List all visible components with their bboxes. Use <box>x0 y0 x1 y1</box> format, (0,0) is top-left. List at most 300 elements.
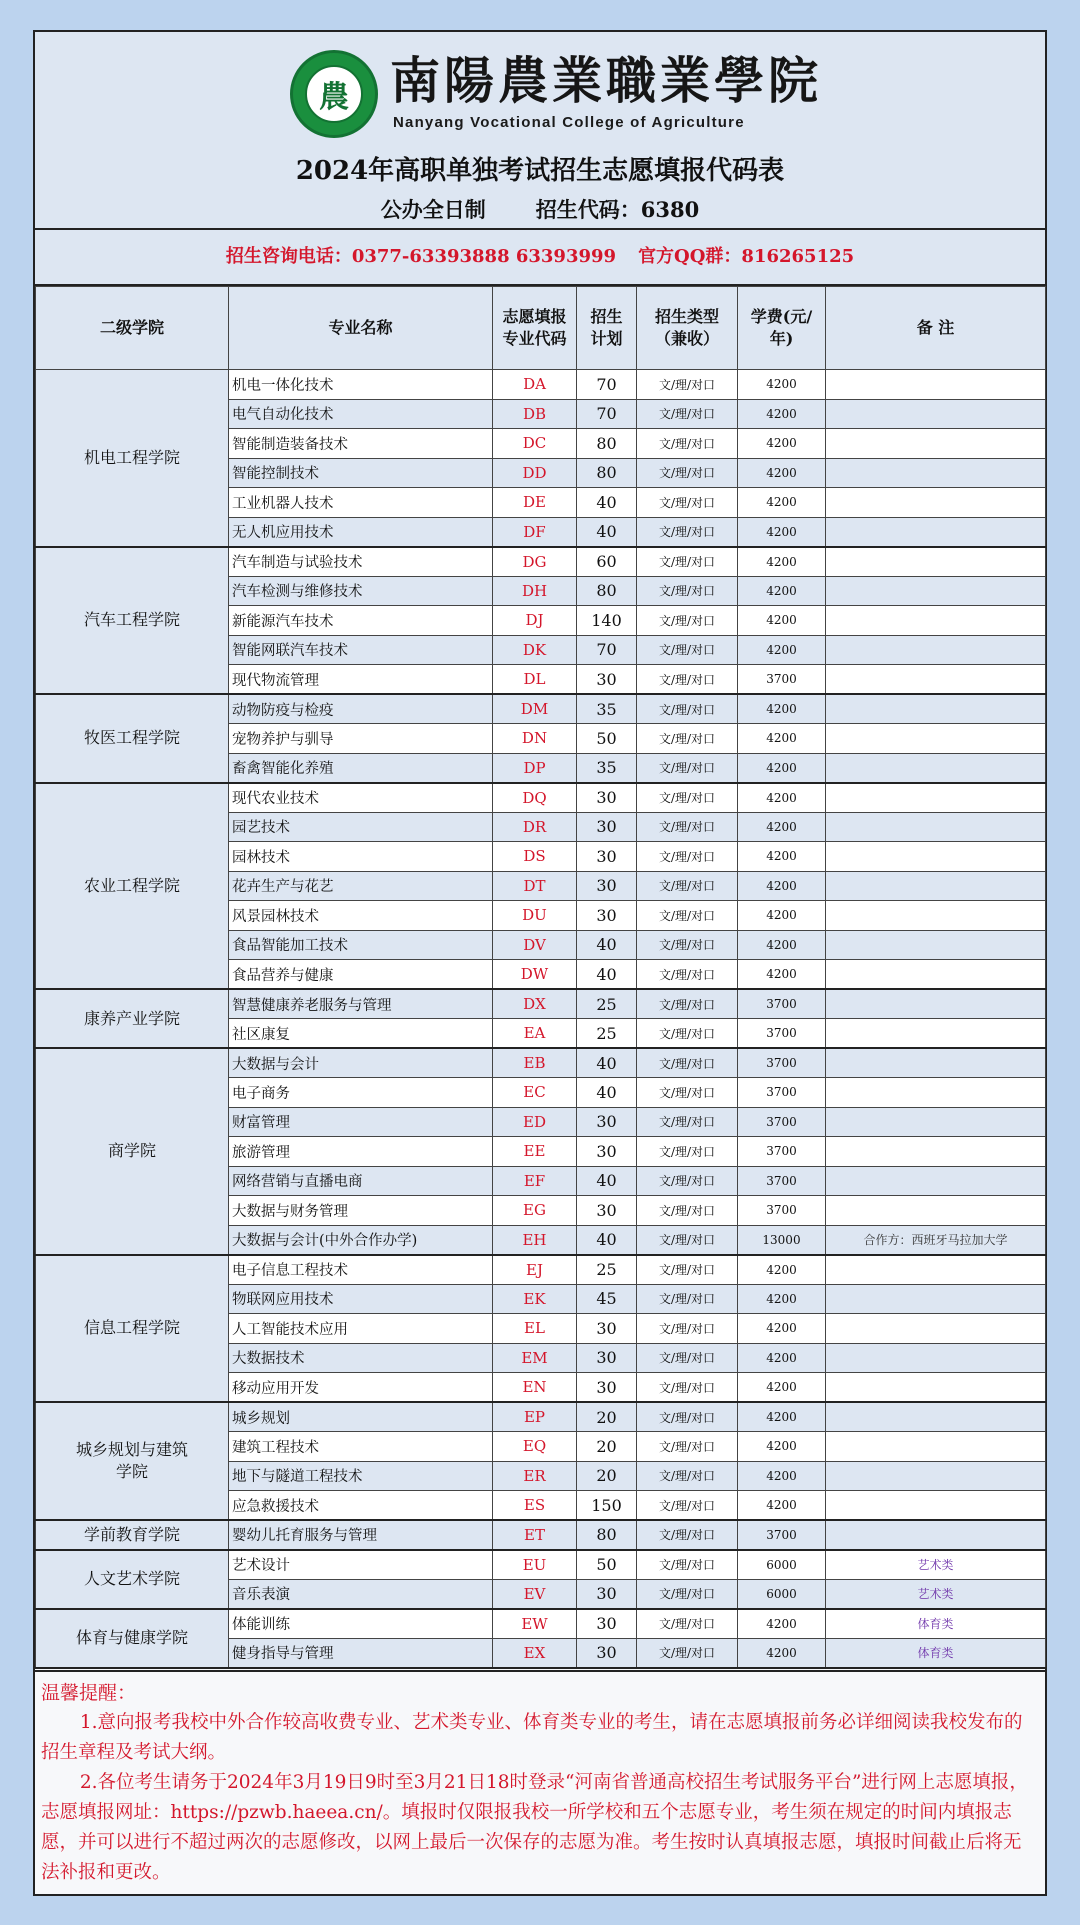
major-cell: 食品营养与健康 <box>229 960 493 990</box>
admission-code-sheet <box>33 30 1047 1896</box>
school-type: 公办全日制 <box>380 197 486 222</box>
note-cell <box>826 458 1046 488</box>
type-cell: 文/理/对口 <box>637 488 738 518</box>
type-cell: 文/理/对口 <box>637 1343 738 1373</box>
code-cell: DU <box>493 901 577 931</box>
code-cell: DA <box>493 370 577 400</box>
col-header-fee <box>738 287 826 370</box>
plan-cell: 20 <box>577 1402 637 1432</box>
college-cell: 城乡规划与建筑学院 <box>36 1402 229 1520</box>
note-cell <box>826 930 1046 960</box>
code-cell: DF <box>493 517 577 547</box>
plan-cell: 30 <box>577 1579 637 1609</box>
type-cell: 文/理/对口 <box>637 1284 738 1314</box>
fee-cell: 6000 <box>738 1550 826 1580</box>
code-cell: EN <box>493 1373 577 1403</box>
type-cell: 文/理/对口 <box>637 576 738 606</box>
notes-item-1: 1.意向报考我校中外合作较高收费专业、艺术类专业、体育类专业的考生，请在志愿填报前务必详细阅读我校发布的招生章程及考试大纲。 <box>41 1712 1023 1763</box>
major-cell: 智慧健康养老服务与管理 <box>229 989 493 1019</box>
fee-cell: 3700 <box>738 1166 826 1196</box>
note-cell <box>826 1255 1046 1285</box>
note-cell: 艺术类 <box>826 1550 1046 1580</box>
type-cell: 文/理/对口 <box>637 547 738 577</box>
major-cell: 大数据与会计 <box>229 1048 493 1078</box>
plan-cell: 40 <box>577 930 637 960</box>
contact-bar <box>35 228 1045 286</box>
code-cell: EA <box>493 1019 577 1049</box>
major-cell: 大数据与财务管理 <box>229 1196 493 1226</box>
note-cell <box>826 842 1046 872</box>
fee-cell: 4200 <box>738 1461 826 1491</box>
code-cell: DK <box>493 635 577 665</box>
code-cell: DG <box>493 547 577 577</box>
college-cell: 机电工程学院 <box>36 370 229 547</box>
type-cell: 文/理/对口 <box>637 458 738 488</box>
note-cell <box>826 1284 1046 1314</box>
major-cell: 智能控制技术 <box>229 458 493 488</box>
plan-cell: 40 <box>577 1048 637 1078</box>
note-cell <box>826 517 1046 547</box>
note-cell <box>826 960 1046 990</box>
table-row <box>36 1520 1046 1550</box>
type-cell: 文/理/对口 <box>637 1107 738 1137</box>
type-cell: 文/理/对口 <box>637 694 738 724</box>
major-cell: 机电一体化技术 <box>229 370 493 400</box>
major-cell: 畜禽智能化养殖 <box>229 753 493 783</box>
fee-cell: 4200 <box>738 694 826 724</box>
fee-cell: 3700 <box>738 1107 826 1137</box>
code-cell: DC <box>493 429 577 459</box>
code-cell: EJ <box>493 1255 577 1285</box>
code-cell: ET <box>493 1520 577 1550</box>
note-cell <box>826 1520 1046 1550</box>
fee-cell: 4200 <box>738 517 826 547</box>
table-body <box>36 370 1046 1668</box>
major-cell: 宠物养护与驯导 <box>229 724 493 754</box>
note-cell <box>826 724 1046 754</box>
reminder-notes <box>35 1670 1045 1894</box>
note-cell <box>826 812 1046 842</box>
note-cell <box>826 1196 1046 1226</box>
type-cell: 文/理/对口 <box>637 665 738 695</box>
code-cell: EW <box>493 1609 577 1639</box>
major-cell: 现代物流管理 <box>229 665 493 695</box>
plan-cell: 30 <box>577 1609 637 1639</box>
plan-cell: 30 <box>577 1314 637 1344</box>
plan-cell: 40 <box>577 488 637 518</box>
type-cell: 文/理/对口 <box>637 635 738 665</box>
major-cell: 汽车制造与试验技术 <box>229 547 493 577</box>
fee-cell: 4200 <box>738 783 826 813</box>
table-row <box>36 1048 1046 1078</box>
type-cell: 文/理/对口 <box>637 1137 738 1167</box>
fee-cell: 4200 <box>738 547 826 577</box>
fee-cell: 3700 <box>738 1520 826 1550</box>
plan-cell: 30 <box>577 1196 637 1226</box>
major-cell: 风景园林技术 <box>229 901 493 931</box>
type-cell: 文/理/对口 <box>637 842 738 872</box>
major-cell: 城乡规划 <box>229 1402 493 1432</box>
college-cell: 信息工程学院 <box>36 1255 229 1403</box>
fee-cell: 4200 <box>738 960 826 990</box>
plan-cell: 25 <box>577 1019 637 1049</box>
table-row <box>36 783 1046 813</box>
plan-cell: 30 <box>577 871 637 901</box>
plan-cell: 50 <box>577 1550 637 1580</box>
plan-cell: 80 <box>577 458 637 488</box>
fee-cell: 4200 <box>738 871 826 901</box>
code-cell: EB <box>493 1048 577 1078</box>
code-cell: EQ <box>493 1432 577 1462</box>
type-cell: 文/理/对口 <box>637 1638 738 1668</box>
major-cell: 工业机器人技术 <box>229 488 493 518</box>
contact-qq: 官方QQ群：816265125 <box>638 246 855 267</box>
note-cell <box>826 871 1046 901</box>
plan-cell: 25 <box>577 1255 637 1285</box>
type-cell: 文/理/对口 <box>637 1461 738 1491</box>
major-cell: 地下与隧道工程技术 <box>229 1461 493 1491</box>
college-name-en: Nanyang Vocational College of Agriculture <box>393 114 745 131</box>
note-cell <box>826 1343 1046 1373</box>
page-title: 2024年高职单独考试招生志愿填报代码表 <box>295 156 785 186</box>
type-cell: 文/理/对口 <box>637 901 738 931</box>
plan-cell: 70 <box>577 399 637 429</box>
plan-cell: 80 <box>577 1520 637 1550</box>
fee-cell: 3700 <box>738 665 826 695</box>
plan-cell: 30 <box>577 1107 637 1137</box>
plan-cell: 60 <box>577 547 637 577</box>
plan-cell: 80 <box>577 429 637 459</box>
fee-cell: 13000 <box>738 1225 826 1255</box>
fee-cell: 4200 <box>738 429 826 459</box>
col-header-code-text: 志愿填报专业代码 <box>502 307 567 348</box>
code-cell: EV <box>493 1579 577 1609</box>
note-cell <box>826 635 1046 665</box>
major-cell: 艺术设计 <box>229 1550 493 1580</box>
college-cell: 牧医工程学院 <box>36 694 229 783</box>
college-cell: 商学院 <box>36 1048 229 1255</box>
note-cell <box>826 1461 1046 1491</box>
type-cell: 文/理/对口 <box>637 606 738 636</box>
major-cell: 智能网联汽车技术 <box>229 635 493 665</box>
fee-cell: 4200 <box>738 370 826 400</box>
fee-cell: 4200 <box>738 753 826 783</box>
code-cell: ED <box>493 1107 577 1137</box>
major-cell: 物联网应用技术 <box>229 1284 493 1314</box>
note-cell: 体育类 <box>826 1638 1046 1668</box>
plan-cell: 150 <box>577 1491 637 1521</box>
major-cell: 旅游管理 <box>229 1137 493 1167</box>
college-cell: 人文艺术学院 <box>36 1550 229 1609</box>
fee-cell: 4200 <box>738 635 826 665</box>
note-cell <box>826 753 1046 783</box>
plan-cell: 40 <box>577 1225 637 1255</box>
type-cell: 文/理/对口 <box>637 1491 738 1521</box>
fee-cell: 4200 <box>738 458 826 488</box>
college-cell: 学前教育学院 <box>36 1520 229 1550</box>
table-row <box>36 547 1046 577</box>
major-cell: 应急救援技术 <box>229 1491 493 1521</box>
note-cell <box>826 665 1046 695</box>
code-cell: DE <box>493 488 577 518</box>
code-cell: DD <box>493 458 577 488</box>
fee-cell: 4200 <box>738 812 826 842</box>
plan-cell: 30 <box>577 901 637 931</box>
type-cell: 文/理/对口 <box>637 1609 738 1639</box>
seal-glyph: 農 <box>305 65 363 123</box>
major-cell: 移动应用开发 <box>229 1373 493 1403</box>
fee-cell: 3700 <box>738 989 826 1019</box>
fee-cell: 4200 <box>738 488 826 518</box>
note-cell <box>826 1166 1046 1196</box>
code-cell: EC <box>493 1078 577 1108</box>
type-cell: 文/理/对口 <box>637 1166 738 1196</box>
plan-cell: 30 <box>577 1137 637 1167</box>
col-header-fee-text: 学费(元/年) <box>750 307 813 348</box>
major-cell: 婴幼儿托育服务与管理 <box>229 1520 493 1550</box>
fee-cell: 4200 <box>738 1314 826 1344</box>
plan-cell: 35 <box>577 694 637 724</box>
type-cell: 文/理/对口 <box>637 930 738 960</box>
table-row <box>36 1550 1046 1580</box>
type-cell: 文/理/对口 <box>637 1550 738 1580</box>
major-cell: 健身指导与管理 <box>229 1638 493 1668</box>
plan-cell: 20 <box>577 1432 637 1462</box>
note-cell <box>826 429 1046 459</box>
fee-cell: 4200 <box>738 1638 826 1668</box>
college-cell: 康养产业学院 <box>36 989 229 1048</box>
note-cell <box>826 399 1046 429</box>
type-cell: 文/理/对口 <box>637 1314 738 1344</box>
col-header-type-text: 招生类型（兼收） <box>654 307 719 348</box>
major-cell: 花卉生产与花艺 <box>229 871 493 901</box>
note-cell: 合作方：西班牙马拉加大学 <box>826 1225 1046 1255</box>
type-cell: 文/理/对口 <box>637 724 738 754</box>
note-cell: 体育类 <box>826 1609 1046 1639</box>
fee-cell: 3700 <box>738 1048 826 1078</box>
plan-cell: 30 <box>577 1638 637 1668</box>
fee-cell: 3700 <box>738 1019 826 1049</box>
major-cell: 建筑工程技术 <box>229 1432 493 1462</box>
code-cell: DP <box>493 753 577 783</box>
col-header-college: 二级学院 <box>36 287 229 370</box>
type-cell: 文/理/对口 <box>637 1579 738 1609</box>
code-cell: EM <box>493 1343 577 1373</box>
table-row <box>36 989 1046 1019</box>
major-cell: 电气自动化技术 <box>229 399 493 429</box>
table-row <box>36 1255 1046 1285</box>
type-cell: 文/理/对口 <box>637 1373 738 1403</box>
code-cell: DS <box>493 842 577 872</box>
code-cell: EF <box>493 1166 577 1196</box>
fee-cell: 4200 <box>738 842 826 872</box>
plan-cell: 30 <box>577 842 637 872</box>
fee-cell: 4200 <box>738 1609 826 1639</box>
type-cell: 文/理/对口 <box>637 1520 738 1550</box>
fee-cell: 4200 <box>738 1343 826 1373</box>
type-cell: 文/理/对口 <box>637 1078 738 1108</box>
code-cell: DL <box>493 665 577 695</box>
fee-cell: 6000 <box>738 1579 826 1609</box>
major-cell: 新能源汽车技术 <box>229 606 493 636</box>
fee-cell: 3700 <box>738 1196 826 1226</box>
notes-item-2: 2.各位考生请务于2024年3月19日9时至3月21日18时登录“河南省普通高校招生考试服务平台”进行网上志愿填报，志愿填报网址：https://pzwb.haeea.cn/。填报时仅限报我校一所学校和五个志愿专业，考生须在规定的时间内填报志愿，并可以进行不超过两次的志愿修改，以网上最后一次保存的志愿为准。考生按时认真填报志愿，填报时间截止后将无法补报和更改。 <box>41 1772 1028 1883</box>
major-cell: 人工智能技术应用 <box>229 1314 493 1344</box>
fee-cell: 4200 <box>738 1491 826 1521</box>
type-cell: 文/理/对口 <box>637 1432 738 1462</box>
college-name-cn: 南陽農業職業學院 <box>390 51 822 110</box>
note-cell <box>826 1491 1046 1521</box>
major-cell: 社区康复 <box>229 1019 493 1049</box>
plan-cell: 35 <box>577 753 637 783</box>
code-cell: EK <box>493 1284 577 1314</box>
major-cell: 大数据技术 <box>229 1343 493 1373</box>
college-logo <box>290 48 822 148</box>
code-cell: DW <box>493 960 577 990</box>
table-header-row <box>36 287 1046 370</box>
code-cell: EU <box>493 1550 577 1580</box>
fee-cell: 4200 <box>738 606 826 636</box>
major-cell: 动物防疫与检疫 <box>229 694 493 724</box>
plan-cell: 45 <box>577 1284 637 1314</box>
major-cell: 智能制造装备技术 <box>229 429 493 459</box>
plan-cell: 80 <box>577 576 637 606</box>
note-cell <box>826 1107 1046 1137</box>
plan-cell: 20 <box>577 1461 637 1491</box>
plan-cell: 140 <box>577 606 637 636</box>
type-cell: 文/理/对口 <box>637 1255 738 1285</box>
fee-cell: 4200 <box>738 1402 826 1432</box>
code-cell: DM <box>493 694 577 724</box>
major-cell: 园艺技术 <box>229 812 493 842</box>
type-cell: 文/理/对口 <box>637 871 738 901</box>
note-cell <box>826 1019 1046 1049</box>
code-cell: EP <box>493 1402 577 1432</box>
fee-cell: 4200 <box>738 576 826 606</box>
plan-cell: 30 <box>577 1373 637 1403</box>
major-cell: 现代农业技术 <box>229 783 493 813</box>
type-cell: 文/理/对口 <box>637 1019 738 1049</box>
col-header-type <box>637 287 738 370</box>
code-cell: DR <box>493 812 577 842</box>
major-cell: 汽车检测与维修技术 <box>229 576 493 606</box>
plan-cell: 30 <box>577 1343 637 1373</box>
note-cell <box>826 576 1046 606</box>
fee-cell: 4200 <box>738 1255 826 1285</box>
major-code-table <box>35 286 1046 1669</box>
note-cell <box>826 783 1046 813</box>
fee-cell: 3700 <box>738 1078 826 1108</box>
code-cell: ER <box>493 1461 577 1491</box>
type-cell: 文/理/对口 <box>637 1402 738 1432</box>
major-cell: 园林技术 <box>229 842 493 872</box>
table-row <box>36 370 1046 400</box>
type-cell: 文/理/对口 <box>637 1196 738 1226</box>
table-row <box>36 1402 1046 1432</box>
fee-cell: 3700 <box>738 1137 826 1167</box>
fee-cell: 4200 <box>738 901 826 931</box>
note-cell <box>826 901 1046 931</box>
note-cell <box>826 1078 1046 1108</box>
col-header-plan-text: 招生计划 <box>590 307 623 348</box>
note-cell <box>826 547 1046 577</box>
major-cell: 体能训练 <box>229 1609 493 1639</box>
plan-cell: 30 <box>577 665 637 695</box>
col-header-major: 专业名称 <box>229 287 493 370</box>
note-cell <box>826 989 1046 1019</box>
type-cell: 文/理/对口 <box>637 399 738 429</box>
college-cell: 农业工程学院 <box>36 783 229 990</box>
table-row <box>36 1609 1046 1639</box>
major-cell: 财富管理 <box>229 1107 493 1137</box>
note-cell <box>826 606 1046 636</box>
table-row <box>36 694 1046 724</box>
type-cell: 文/理/对口 <box>637 960 738 990</box>
type-cell: 文/理/对口 <box>637 1225 738 1255</box>
code-cell: EX <box>493 1638 577 1668</box>
code-cell: EG <box>493 1196 577 1226</box>
note-cell <box>826 1432 1046 1462</box>
major-cell: 食品智能加工技术 <box>229 930 493 960</box>
note-cell <box>826 370 1046 400</box>
code-cell: EL <box>493 1314 577 1344</box>
code-cell: DN <box>493 724 577 754</box>
plan-cell: 30 <box>577 812 637 842</box>
type-cell: 文/理/对口 <box>637 1048 738 1078</box>
plan-cell: 50 <box>577 724 637 754</box>
code-cell: DH <box>493 576 577 606</box>
code-cell: EH <box>493 1225 577 1255</box>
notes-title: 温馨提醒： <box>41 1682 137 1704</box>
code-cell: DQ <box>493 783 577 813</box>
code-cell: DJ <box>493 606 577 636</box>
note-cell <box>826 488 1046 518</box>
plan-cell: 40 <box>577 960 637 990</box>
major-cell: 网络营销与直播电商 <box>229 1166 493 1196</box>
type-cell: 文/理/对口 <box>637 517 738 547</box>
note-cell: 艺术类 <box>826 1579 1046 1609</box>
major-cell: 大数据与会计(中外合作办学) <box>229 1225 493 1255</box>
plan-cell: 30 <box>577 783 637 813</box>
major-cell: 无人机应用技术 <box>229 517 493 547</box>
major-cell: 电子商务 <box>229 1078 493 1108</box>
note-cell <box>826 1402 1046 1432</box>
plan-cell: 40 <box>577 1166 637 1196</box>
major-cell: 音乐表演 <box>229 1579 493 1609</box>
note-cell <box>826 694 1046 724</box>
contact-phone: 招生咨询电话：0377-63393888 63393999 <box>225 246 617 267</box>
fee-cell: 4200 <box>738 724 826 754</box>
fee-cell: 4200 <box>738 1284 826 1314</box>
code-cell: ES <box>493 1491 577 1521</box>
plan-cell: 40 <box>577 517 637 547</box>
type-cell: 文/理/对口 <box>637 783 738 813</box>
code-cell: DT <box>493 871 577 901</box>
plan-cell: 70 <box>577 635 637 665</box>
code-cell: EE <box>493 1137 577 1167</box>
fee-cell: 4200 <box>738 1432 826 1462</box>
type-cell: 文/理/对口 <box>637 989 738 1019</box>
header <box>35 32 1045 228</box>
major-cell: 电子信息工程技术 <box>229 1255 493 1285</box>
type-cell: 文/理/对口 <box>637 429 738 459</box>
type-cell: 文/理/对口 <box>637 370 738 400</box>
col-header-code <box>493 287 577 370</box>
admission-code: 招生代码：6380 <box>535 197 700 222</box>
note-cell <box>826 1314 1046 1344</box>
plan-cell: 40 <box>577 1078 637 1108</box>
college-cell: 汽车工程学院 <box>36 547 229 695</box>
